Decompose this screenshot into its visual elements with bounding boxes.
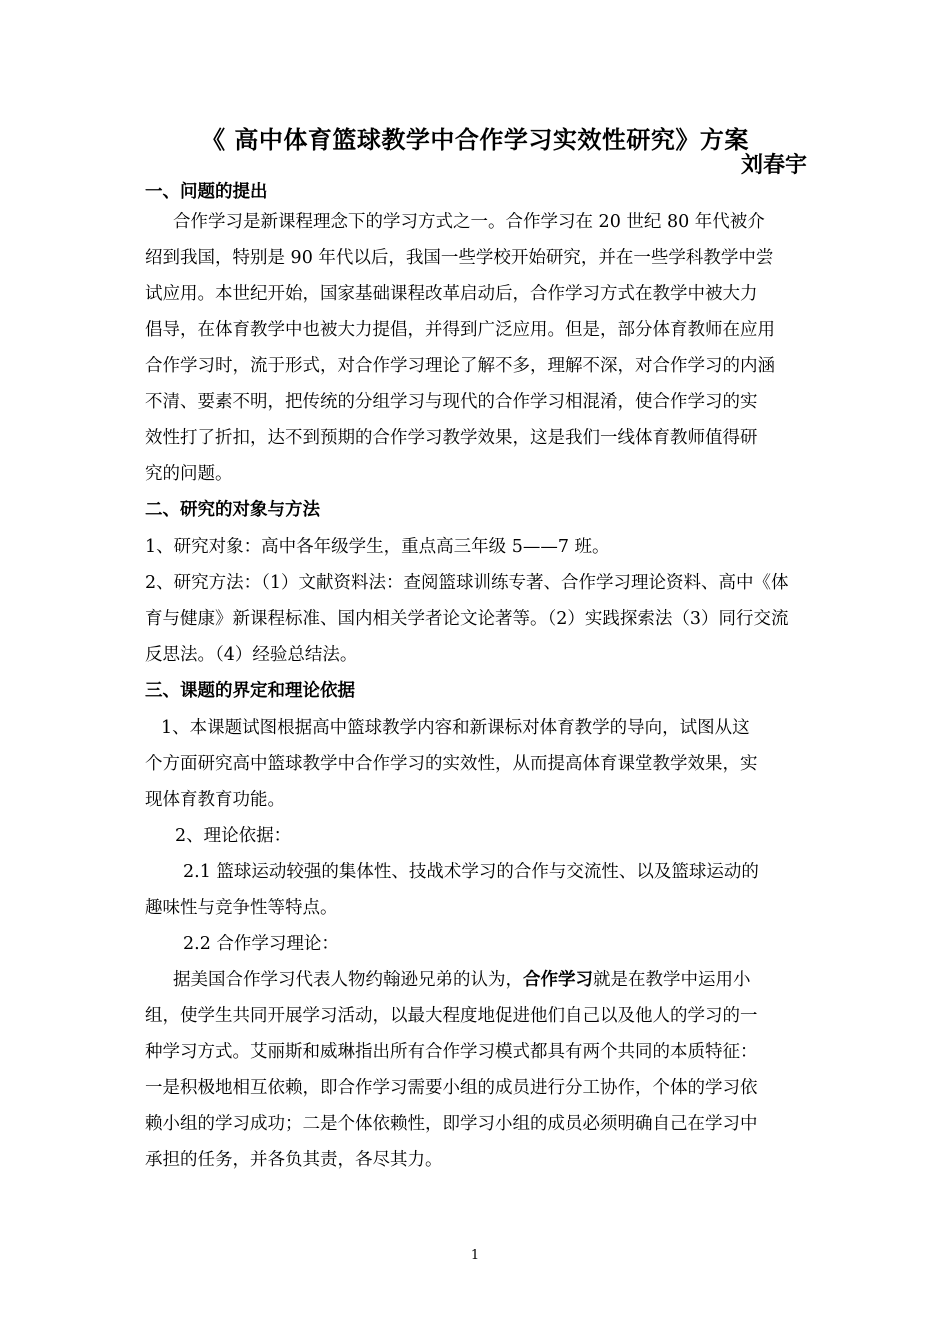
body-line: 种学习方式。艾丽斯和威琳指出所有合作学习模式都具有两个共同的本质特征： [145,1042,758,1062]
document-title: 《 高中体育篮球教学中合作学习实效性研究》方案 [201,125,749,154]
body-line: 不清、要素不明，把传统的分组学习与现代的合作学习相混淆，使合作学习的实 [145,392,758,412]
body-line: 反思法。（4）经验总结法。 [145,645,358,665]
body-line: 究的问题。 [145,464,233,484]
body-line: 2、理论依据： [175,826,292,846]
body-line: 承担的任务，并各负其责，各尽其力。 [145,1150,443,1170]
body-line: 2、研究方法：（1）文献资料法：查阅篮球训练专著、合作学习理论资料、高中《体 [145,573,789,593]
body-line: 2.2 合作学习理论： [183,934,339,954]
body-line: 据美国合作学习代表人物约翰逊兄弟的认为，合作学习就是在教学中运用小 [173,970,751,990]
body-line: 2.1 篮球运动较强的集体性、技战术学习的合作与交流性、以及篮球运动的 [183,862,759,882]
body-line: 个方面研究高中篮球教学中合作学习的实效性，从而提高体育课堂教学效果，实 [145,754,758,774]
body-line: 倡导，在体育教学中也被大力提倡，并得到广泛应用。但是，部分体育教师在应用 [145,320,775,340]
body-line: 合作学习时，流于形式，对合作学习理论了解不多，理解不深，对合作学习的内涵 [145,356,775,376]
body-line: 试应用。本世纪开始，国家基础课程改革启动后，合作学习方式在教学中被大力 [145,284,758,304]
body-line: 育与健康》新课程标准、国内相关学者论文论著等。（2）实践探索法（3）同行交流 [145,609,789,629]
emphasis-term: 合作学习 [523,970,593,990]
body-line: 赖小组的学习成功；二是个体依赖性，即学习小组的成员必须明确自己在学习中 [145,1114,758,1134]
author-name: 刘春宇 [740,152,807,178]
section-heading: 二、研究的对象与方法 [145,500,320,520]
page-number: 1 [470,1248,480,1263]
section-heading: 三、课题的界定和理论依据 [145,681,355,701]
body-line: 1、本课题试图根据高中篮球教学内容和新课标对体育教学的导向，试图从这 [161,718,750,738]
body-line: 组，使学生共同开展学习活动，以最大程度地促进他们自己以及他人的学习的一 [145,1006,758,1026]
body-line: 趣味性与竞争性等特点。 [145,898,338,918]
body-line: 1、研究对象：高中各年级学生，重点高三年级 5——7 班。 [145,537,610,557]
body-line: 一是积极地相互依赖，即合作学习需要小组的成员进行分工协作，个体的学习依 [145,1078,758,1098]
body-line: 合作学习是新课程理念下的学习方式之一。合作学习在 20 世纪 80 年代被介 [173,212,765,232]
body-line: 效性打了折扣，达不到预期的合作学习教学效果，这是我们一线体育教师值得研 [145,428,758,448]
body-line: 现体育教育功能。 [145,790,285,810]
section-heading: 一、问题的提出 [145,182,268,202]
body-line: 绍到我国，特别是 90 年代以后，我国一些学校开始研究，并在一些学科教学中尝 [145,248,774,268]
